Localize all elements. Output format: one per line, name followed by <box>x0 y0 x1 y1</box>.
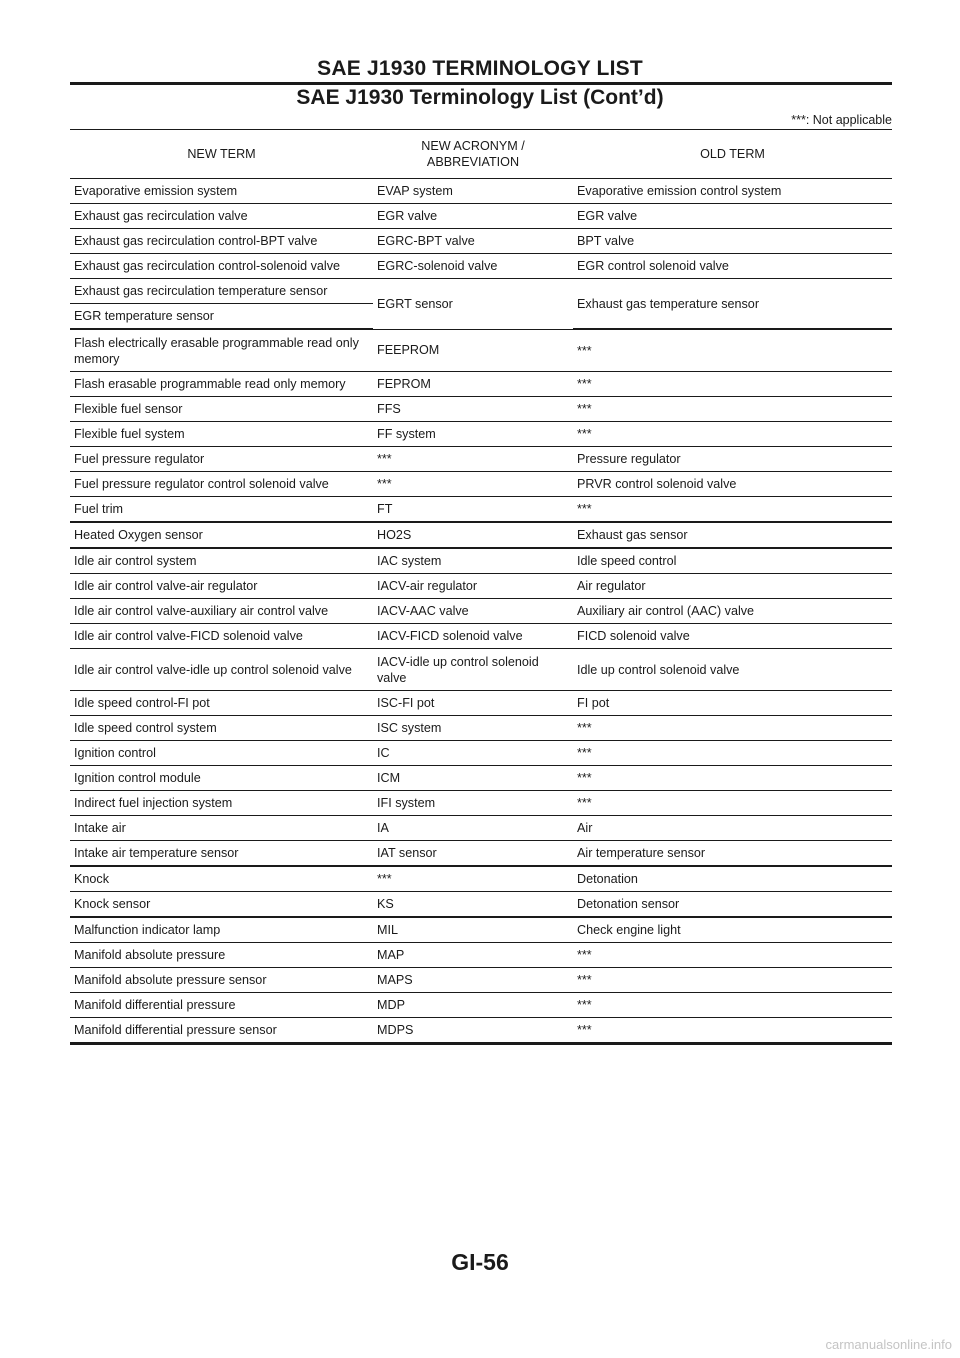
cell-new-term: Flexible fuel sensor <box>70 397 373 422</box>
cell-new-term: Idle air control valve-idle up control solenoid valve <box>70 649 373 691</box>
col-header-acronym-line2: ABBREVIATION <box>426 155 520 169</box>
cell-acronym: IACV-idle up control solenoid valve <box>373 649 573 691</box>
cell-acronym: IAC system <box>373 548 573 574</box>
not-applicable-note: ***: Not applicable <box>791 113 892 127</box>
cell-acronym: IFI system <box>373 791 573 816</box>
cell-old-term: *** <box>573 497 892 523</box>
cell-acronym: IACV-air regulator <box>373 574 573 599</box>
cell-new-term: Knock sensor <box>70 892 373 918</box>
cell-acronym: MAPS <box>373 968 573 993</box>
cell-new-term: Evaporative emission system <box>70 179 373 204</box>
cell-new-term: Ignition control <box>70 741 373 766</box>
cell-acronym: ICM <box>373 766 573 791</box>
table-row <box>70 741 892 766</box>
table-body-bottom <box>70 329 892 1044</box>
cell-acronym: FT <box>373 497 573 523</box>
cell-acronym: *** <box>373 866 573 892</box>
table-row <box>70 422 892 447</box>
cell-old-term: BPT valve <box>573 229 892 254</box>
cell-old-term: Auxiliary air control (AAC) valve <box>573 599 892 624</box>
cell-acronym: FEEPROM <box>373 329 573 372</box>
table-row <box>70 497 892 523</box>
cell-new-term: Idle air control system <box>70 548 373 574</box>
table-row <box>70 599 892 624</box>
col-header-acronym-line1: NEW ACRONYM / <box>421 139 525 153</box>
cell-old-term: Air <box>573 816 892 841</box>
cell-new-term: Idle air control valve-auxiliary air control valve <box>70 599 373 624</box>
col-header-acronym <box>373 130 573 179</box>
cell-new-term: Ignition control module <box>70 766 373 791</box>
cell-acronym: EGR valve <box>373 204 573 229</box>
cell-acronym: EGRC-solenoid valve <box>373 254 573 279</box>
cell-new-term: Flexible fuel system <box>70 422 373 447</box>
table-row <box>70 624 892 649</box>
table-row <box>70 548 892 574</box>
cell-new-term: Fuel trim <box>70 497 373 523</box>
cell-old-term: Exhaust gas sensor <box>573 522 892 548</box>
cell-new-term: Indirect fuel injection system <box>70 791 373 816</box>
cell-acronym: IACV-FICD solenoid valve <box>373 624 573 649</box>
cell-old-term: *** <box>573 741 892 766</box>
cell-old-term: *** <box>573 1018 892 1044</box>
table-row <box>70 522 892 548</box>
cell-old-term: Pressure regulator <box>573 447 892 472</box>
cell-new-term: Idle speed control system <box>70 716 373 741</box>
terminology-table <box>70 129 892 1045</box>
table-row <box>70 716 892 741</box>
cell-acronym: ISC system <box>373 716 573 741</box>
table-row <box>70 968 892 993</box>
cell-old-term: PRVR control solenoid valve <box>573 472 892 497</box>
table-row <box>70 943 892 968</box>
table-row <box>70 892 892 918</box>
cell-old-term: *** <box>573 716 892 741</box>
section-title: SAE J1930 TERMINOLOGY LIST <box>317 57 643 80</box>
table-row <box>70 649 892 691</box>
cell-acronym: IA <box>373 816 573 841</box>
cell-old-term: Idle up control solenoid valve <box>573 649 892 691</box>
table-body-top <box>70 179 892 279</box>
header-rule <box>70 82 892 85</box>
table-row <box>70 229 892 254</box>
cell-new-term: Flash electrically erasable programmable read only memory <box>70 329 373 372</box>
cell-new-term: EGR temperature sensor <box>70 304 373 330</box>
cell-acronym: EVAP system <box>373 179 573 204</box>
cell-new-term: Intake air temperature sensor <box>70 841 373 867</box>
cell-old-term: *** <box>573 943 892 968</box>
cell-new-term: Idle air control valve-air regulator <box>70 574 373 599</box>
table-row <box>70 397 892 422</box>
col-header-new-term: NEW TERM <box>70 130 373 179</box>
col-header-old-term: OLD TERM <box>573 130 892 179</box>
table-row <box>70 447 892 472</box>
table-row <box>70 179 892 204</box>
table-row <box>70 279 892 304</box>
cell-new-term: Heated Oxygen sensor <box>70 522 373 548</box>
table-row <box>70 917 892 943</box>
table-row <box>70 766 892 791</box>
cell-acronym: MDPS <box>373 1018 573 1044</box>
cell-new-term: Idle air control valve-FICD solenoid valve <box>70 624 373 649</box>
cell-old-term: *** <box>573 968 892 993</box>
cell-acronym: FF system <box>373 422 573 447</box>
cell-acronym: *** <box>373 447 573 472</box>
cell-new-term: Knock <box>70 866 373 892</box>
cell-old-term: EGR control solenoid valve <box>573 254 892 279</box>
cell-new-term: Manifold absolute pressure sensor <box>70 968 373 993</box>
table-header-row <box>70 130 892 179</box>
table-row <box>70 329 892 372</box>
cell-old-term: *** <box>573 791 892 816</box>
cell-new-term: Idle speed control-FI pot <box>70 691 373 716</box>
table-row <box>70 1018 892 1044</box>
cell-acronym: *** <box>373 472 573 497</box>
cell-acronym: MDP <box>373 993 573 1018</box>
cell-acronym: ISC-FI pot <box>373 691 573 716</box>
cell-old-term: *** <box>573 766 892 791</box>
cell-old-term: Air temperature sensor <box>573 841 892 867</box>
cell-acronym: FFS <box>373 397 573 422</box>
cell-acronym: HO2S <box>373 522 573 548</box>
cell-acronym: IAT sensor <box>373 841 573 867</box>
cell-old-term: Check engine light <box>573 917 892 943</box>
cell-old-term: Idle speed control <box>573 548 892 574</box>
cell-acronym: EGRC-BPT valve <box>373 229 573 254</box>
table-row <box>70 691 892 716</box>
cell-acronym: EGRT sensor <box>373 279 573 330</box>
cell-acronym: MIL <box>373 917 573 943</box>
page-subtitle: SAE J1930 Terminology List (Cont’d) <box>296 86 664 109</box>
cell-new-term: Fuel pressure regulator <box>70 447 373 472</box>
table-row <box>70 841 892 867</box>
cell-new-term: Manifold differential pressure <box>70 993 373 1018</box>
table-row <box>70 372 892 397</box>
cell-old-term: *** <box>573 993 892 1018</box>
cell-old-term: Detonation sensor <box>573 892 892 918</box>
cell-old-term: *** <box>573 422 892 447</box>
cell-old-term: *** <box>573 372 892 397</box>
cell-new-term: Exhaust gas recirculation control-BPT valve <box>70 229 373 254</box>
table-row <box>70 472 892 497</box>
cell-new-term: Malfunction indicator lamp <box>70 917 373 943</box>
cell-new-term: Manifold absolute pressure <box>70 943 373 968</box>
table-row <box>70 791 892 816</box>
table-row <box>70 816 892 841</box>
table-row <box>70 574 892 599</box>
cell-new-term: Exhaust gas recirculation control-solenoid valve <box>70 254 373 279</box>
cell-new-term: Intake air <box>70 816 373 841</box>
table-row <box>70 993 892 1018</box>
cell-acronym: FEPROM <box>373 372 573 397</box>
cell-old-term: FI pot <box>573 691 892 716</box>
cell-old-term: *** <box>573 397 892 422</box>
cell-old-term: Evaporative emission control system <box>573 179 892 204</box>
page-number: GI-56 <box>451 1249 509 1275</box>
cell-new-term: Exhaust gas recirculation valve <box>70 204 373 229</box>
watermark: carmanualsonline.info <box>825 1337 952 1352</box>
cell-acronym: IC <box>373 741 573 766</box>
cell-old-term: Exhaust gas temperature sensor <box>573 279 892 330</box>
cell-new-term: Flash erasable programmable read only memory <box>70 372 373 397</box>
table-row <box>70 254 892 279</box>
cell-old-term: FICD solenoid valve <box>573 624 892 649</box>
cell-new-term: Fuel pressure regulator control solenoid valve <box>70 472 373 497</box>
table-row <box>70 204 892 229</box>
cell-old-term: EGR valve <box>573 204 892 229</box>
cell-old-term: *** <box>573 329 892 372</box>
cell-acronym: IACV-AAC valve <box>373 599 573 624</box>
cell-acronym: MAP <box>373 943 573 968</box>
cell-acronym: KS <box>373 892 573 918</box>
table-body-egrt <box>70 279 892 330</box>
cell-old-term: Air regulator <box>573 574 892 599</box>
cell-old-term: Detonation <box>573 866 892 892</box>
table-row <box>70 866 892 892</box>
cell-new-term: Manifold differential pressure sensor <box>70 1018 373 1044</box>
cell-new-term: Exhaust gas recirculation temperature sensor <box>70 279 373 304</box>
